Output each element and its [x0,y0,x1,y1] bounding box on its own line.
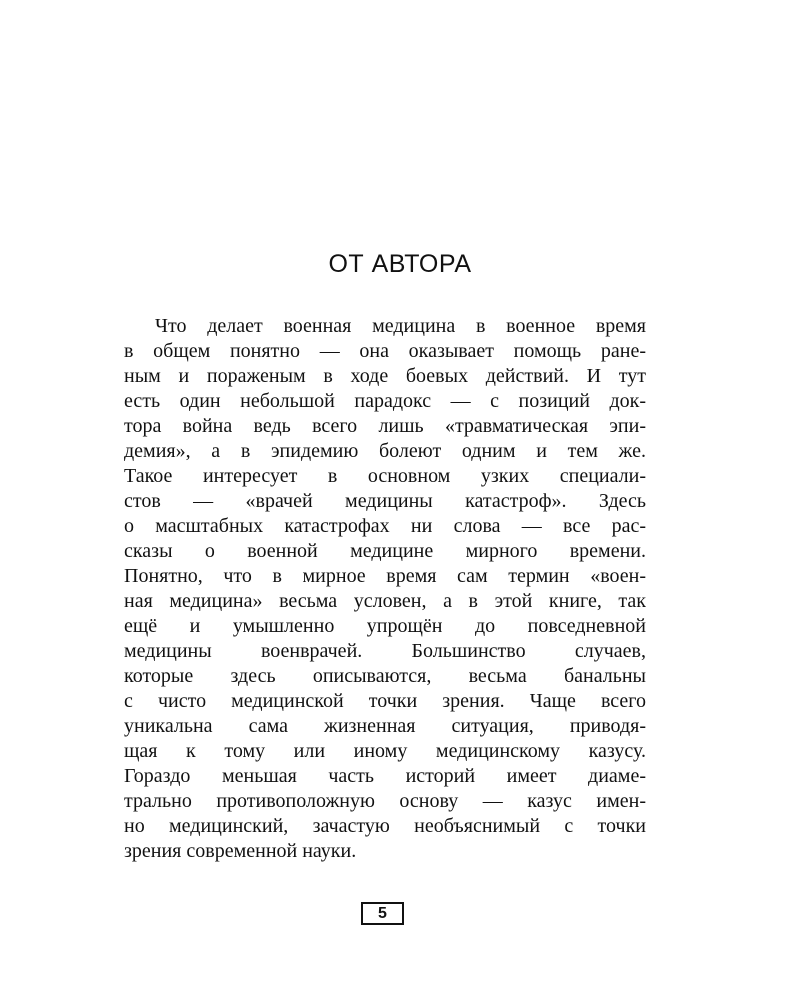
text-line: ным и пораженым в ходе боевых действий. И тут [124,365,646,387]
text-line: зрения современной науки. [124,840,357,862]
chapter-title: ОТ АВТОРА [328,250,472,278]
text-line: Такое интересует в основном узких специали- [124,465,646,487]
text-line: Понятно, что в мирное время сам термин «воен- [124,565,646,587]
text-line: которые здесь описываются, весьма банальны [124,665,646,687]
text-line: Что делает военная медицина в военное время [155,315,646,337]
body-text [124,314,646,864]
text-line: тора война ведь всего лишь «травматическая эпи- [124,415,646,437]
text-line: демия», а в эпидемию болеют одним и тем же. [124,440,646,462]
text-line: Гораздо меньшая часть историй имеет диаме- [124,765,646,787]
text-line: с чисто медицинской точки зрения. Чаще всего [124,690,646,712]
text-line: о масштабных катастрофах ни слова — все рас- [124,515,646,537]
text-line: ная медицина» весьма условен, а в этой книге, так [124,590,646,612]
text-line: щая к тому или иному медицинскому казусу. [124,740,646,762]
text-line: медицины военврачей. Большинство случаев, [124,640,646,662]
text-line: есть один небольшой парадокс — с позиций док- [124,390,646,412]
text-line: стов — «врачей медицины катастроф». Здесь [124,490,646,512]
text-line: но медицинский, зачастую необъяснимый с точки [124,815,646,837]
text-line: в общем понятно — она оказывает помощь ране- [124,340,646,362]
text-line: ещё и умышленно упрощён до повседневной [124,615,646,637]
text-line: уникальна сама жизненная ситуация, приводя- [124,715,646,737]
text-line: трально противоположную основу — казус имен- [124,790,646,812]
text-line: сказы о военной медицине мирного времени. [124,540,646,562]
page-number: 5 [361,902,404,925]
